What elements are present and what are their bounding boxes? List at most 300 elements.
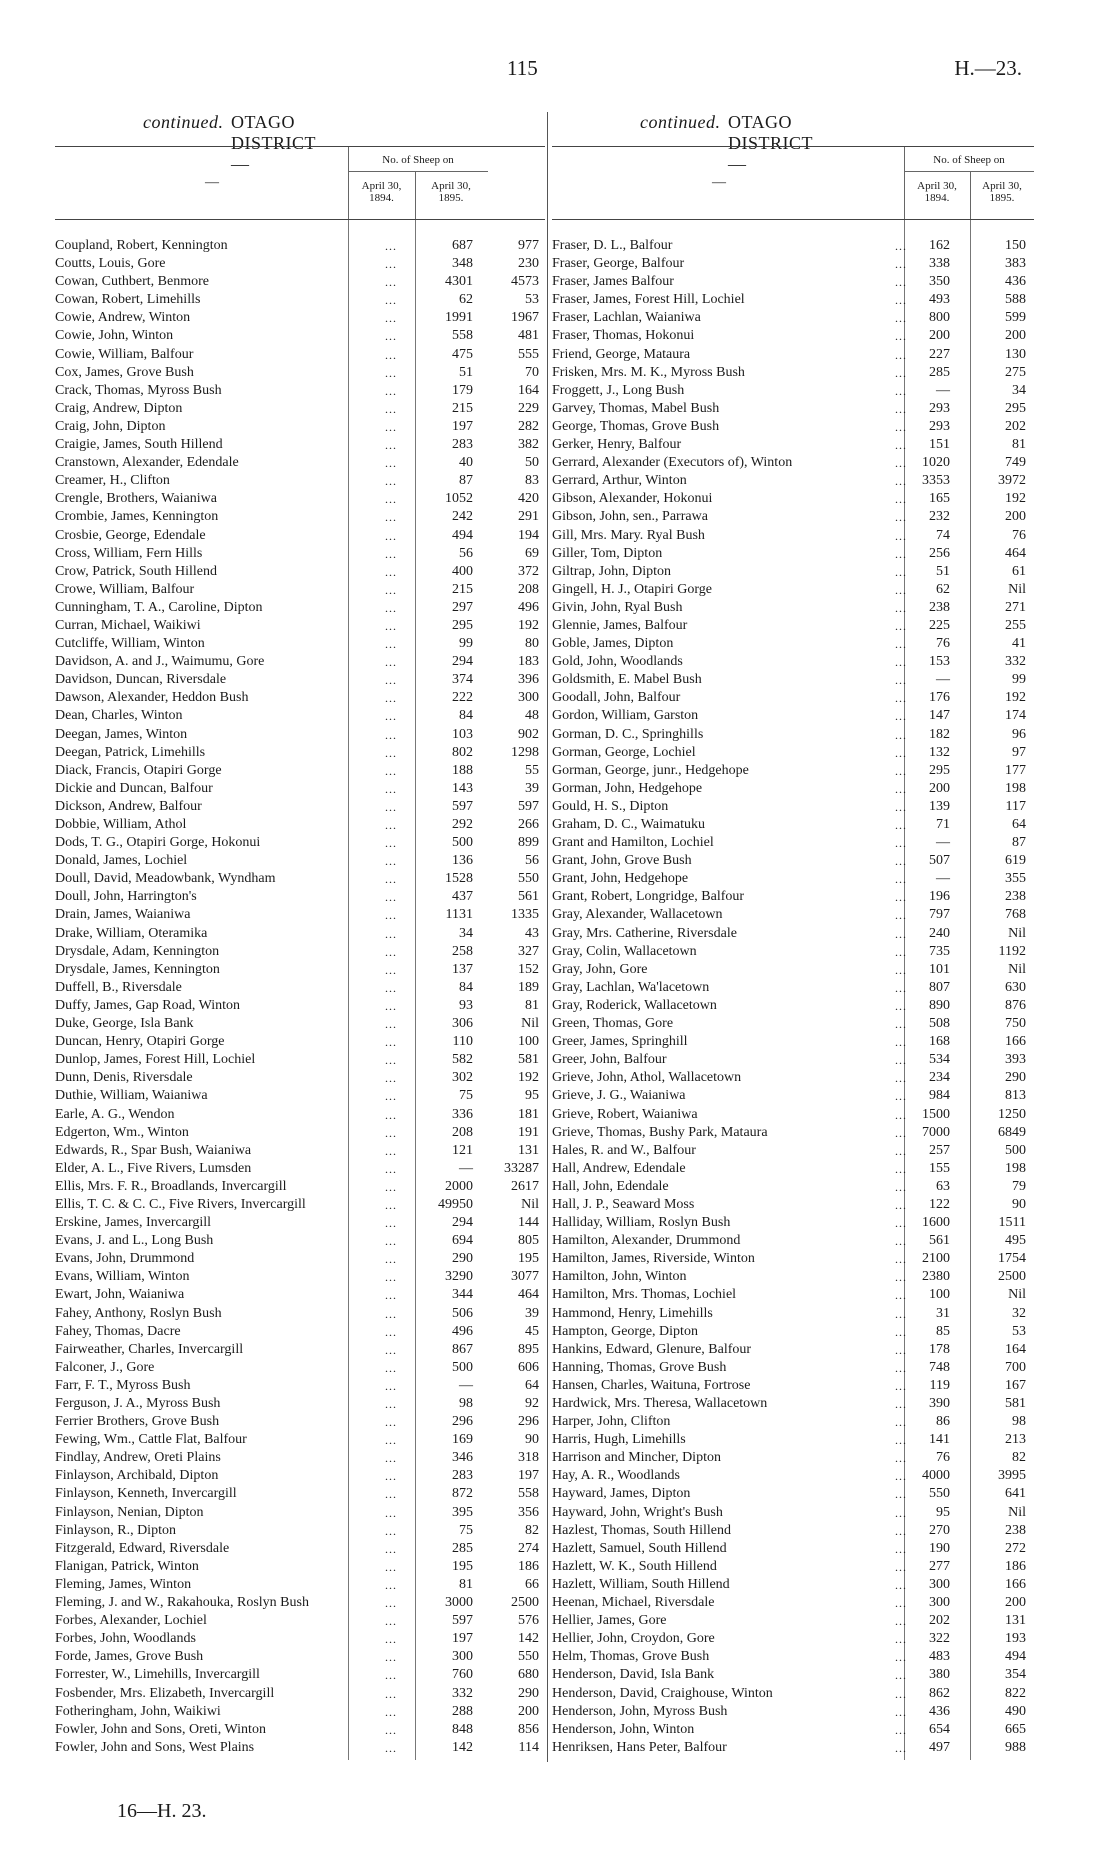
table-row	[55, 1142, 545, 1160]
sheep-1895: 202	[1005, 418, 1026, 434]
sheep-1894: 550	[929, 1486, 950, 1502]
leader-dots: ...	[895, 1125, 907, 1140]
table-row	[552, 1051, 1034, 1069]
right-table-header	[552, 146, 1034, 220]
owner-name: Cowie, John, Winton	[55, 328, 174, 344]
leader-dots: ...	[385, 655, 397, 670]
leader-dots: ...	[895, 962, 907, 977]
sheep-1895: 238	[1005, 889, 1026, 905]
sheep-1894: 258	[452, 943, 473, 959]
table-row	[55, 816, 545, 834]
owner-name: Cranstown, Alexander, Edendale	[55, 455, 239, 471]
sheep-1895: 856	[518, 1721, 539, 1737]
leader-dots: ...	[385, 275, 397, 290]
sheep-1894: 85	[936, 1323, 950, 1339]
sheep-1894: 200	[929, 780, 950, 796]
leader-dots: ...	[385, 1415, 397, 1430]
sheep-1894: 195	[452, 1558, 473, 1574]
leader-dots: ...	[895, 293, 907, 308]
sheep-1895: 749	[1005, 455, 1026, 471]
sheep-1895: 420	[518, 491, 539, 507]
owner-name: Duthie, William, Waianiwa	[55, 1088, 208, 1104]
sheep-1894: 63	[936, 1178, 950, 1194]
sheep-1895: 189	[518, 979, 539, 995]
sheep-1895: Nil	[1008, 961, 1026, 977]
leader-dots: ...	[895, 799, 907, 814]
owner-name: Finlayson, Kenneth, Invercargill	[55, 1486, 237, 1502]
owner-name: Fleming, J. and W., Rakahouka, Roslyn Bush	[55, 1595, 309, 1611]
table-row	[55, 961, 545, 979]
leader-dots: ...	[385, 818, 397, 832]
owner-name: Henderson, David, Isla Bank	[552, 1667, 715, 1683]
sheep-1895: 296	[518, 1414, 539, 1430]
sheep-1895: 39	[525, 780, 539, 796]
owner-name: Graham, D. C., Waimatuku	[552, 817, 705, 832]
sheep-1894: 49950	[438, 1196, 473, 1212]
sheep-1895: 813	[1005, 1088, 1026, 1104]
owner-name: Grieve, J. G., Waianiwa	[552, 1088, 686, 1104]
leader-dots: ...	[895, 1487, 907, 1502]
column-divider	[547, 112, 548, 1762]
owner-name: Finlayson, R., Dipton	[55, 1522, 176, 1538]
owner-name: Goodall, John, Balfour	[552, 690, 681, 706]
owner-name: Gibson, Alexander, Hokonui	[552, 491, 713, 507]
owner-name: Cowie, William, Balfour	[55, 346, 194, 362]
owner-name: Fowler, John and Sons, Oreti, Winton	[55, 1721, 266, 1737]
sheep-1895: 619	[1005, 853, 1026, 869]
sheep-1895: Nil	[521, 1016, 539, 1032]
owner-name: Ferrier Brothers, Grove Bush	[55, 1414, 220, 1430]
sheep-1895: 186	[518, 1558, 539, 1574]
leader-dots: ...	[895, 818, 907, 832]
owner-name: Evans, William, Winton	[55, 1269, 190, 1285]
sheep-1894: 51	[459, 364, 473, 380]
sheep-1894: 153	[929, 654, 950, 670]
left-table-header	[55, 146, 545, 220]
table-row	[552, 418, 1034, 436]
leader-dots: ...	[385, 637, 397, 652]
sheep-1894: 890	[929, 997, 950, 1013]
right-header-date-1895	[971, 180, 1033, 204]
owner-name: Helm, Thomas, Grove Bush	[552, 1649, 710, 1665]
leader-dots: ...	[385, 347, 397, 362]
leader-dots: ...	[385, 1469, 397, 1484]
table-row	[552, 1721, 1034, 1739]
leader-dots: ...	[385, 1053, 397, 1068]
table-row	[552, 1142, 1034, 1160]
sheep-1895: 192	[1005, 690, 1026, 706]
leader-dots: ...	[385, 1035, 397, 1050]
sheep-1895: 282	[518, 418, 539, 434]
sheep-1895: 805	[518, 1233, 539, 1249]
sheep-1895: 274	[518, 1540, 539, 1556]
sheep-1894: 1528	[445, 871, 473, 887]
sheep-1895: 98	[1012, 1414, 1026, 1430]
owner-name: Edgerton, Wm., Winton	[55, 1124, 189, 1140]
left-date2-l1: April 30,	[431, 180, 471, 192]
table-row	[55, 400, 545, 418]
table-row	[552, 852, 1034, 870]
sheep-1894: 147	[929, 708, 950, 724]
owner-name: Harper, John, Clifton	[552, 1414, 671, 1430]
sheep-1894: 1052	[445, 491, 473, 507]
table-row	[55, 744, 545, 762]
sheep-1895: 117	[1005, 798, 1026, 814]
owner-name: Hayward, James, Dipton	[552, 1486, 691, 1502]
table-row	[55, 1413, 545, 1431]
sheep-1894: 86	[936, 1414, 950, 1430]
sheep-1894: 285	[452, 1540, 473, 1556]
sheep-1894: 178	[929, 1341, 950, 1357]
owner-name: Deegan, James, Winton	[55, 726, 188, 742]
sheep-1895: 382	[518, 437, 539, 453]
table-row	[552, 1703, 1034, 1721]
sheep-1895: 130	[1005, 346, 1026, 362]
sheep-1894: 176	[929, 690, 950, 706]
sheep-1894: 256	[929, 545, 950, 561]
owner-name: Gerrard, Alexander (Executors of), Winton	[552, 455, 793, 471]
owner-name: Grant, John, Hedgehope	[552, 871, 689, 887]
table-row	[55, 327, 545, 345]
table-row	[55, 472, 545, 490]
owner-name: George, Thomas, Grove Bush	[552, 418, 720, 434]
leader-dots: ...	[895, 329, 907, 344]
owner-name: Forbes, John, Woodlands	[55, 1631, 196, 1647]
table-row	[552, 925, 1034, 943]
owner-name: Fraser, James Balfour	[552, 274, 674, 290]
leader-dots: ...	[385, 438, 397, 453]
leader-dots: ...	[385, 1632, 397, 1647]
sheep-1895: 131	[1005, 1613, 1026, 1629]
sheep-1894: 188	[452, 762, 473, 778]
leader-dots: ...	[895, 673, 907, 688]
sheep-1895: 90	[1012, 1196, 1026, 1212]
leader-dots: ...	[895, 980, 907, 995]
sheep-1894: 494	[452, 527, 473, 543]
leader-dots: ...	[895, 347, 907, 362]
leader-dots: ...	[895, 438, 907, 453]
sheep-1895: 39	[525, 1305, 539, 1321]
sheep-1894: 534	[929, 1052, 950, 1068]
sheep-1895: 665	[1005, 1721, 1026, 1737]
leader-dots: ...	[895, 1071, 907, 1086]
leader-dots: ...	[895, 926, 907, 941]
leader-dots: ...	[895, 492, 907, 507]
leader-dots: ...	[895, 1053, 907, 1068]
table-row	[55, 364, 545, 382]
table-row	[552, 291, 1034, 309]
table-row	[55, 1431, 545, 1449]
table-row	[55, 1106, 545, 1124]
leader-dots: ...	[385, 239, 397, 253]
owner-name: Craig, Andrew, Dipton	[55, 400, 183, 416]
table-row	[552, 870, 1034, 888]
sheep-1894: 1500	[922, 1106, 950, 1122]
sheep-1894: 137	[452, 961, 473, 977]
table-row	[552, 1522, 1034, 1540]
owner-name: Fahey, Thomas, Dacre	[55, 1323, 181, 1339]
sheep-1895: 630	[1005, 979, 1026, 995]
sheep-1895: 1335	[511, 907, 539, 923]
owner-name: Gold, John, Woodlands	[552, 654, 683, 670]
table-row	[552, 617, 1034, 635]
sheep-1894: 288	[452, 1703, 473, 1719]
sheep-1894: 238	[929, 599, 950, 615]
owner-name: Gray, John, Gore	[552, 961, 648, 977]
sheep-1894: 475	[452, 346, 473, 362]
owner-name: Hamilton, John, Winton	[552, 1269, 687, 1285]
sheep-1894: 497	[929, 1739, 950, 1755]
leader-dots: ...	[895, 872, 907, 887]
sheep-1894: 179	[452, 382, 473, 398]
sheep-1894: 3000	[445, 1595, 473, 1611]
sheep-1894: 2000	[445, 1178, 473, 1194]
leader-dots: ...	[385, 365, 397, 380]
sheep-1894: 242	[452, 509, 473, 525]
table-row	[55, 762, 545, 780]
owner-name: Fairweather, Charles, Invercargill	[55, 1341, 244, 1357]
sheep-1895: 597	[518, 798, 539, 814]
leader-dots: ...	[385, 872, 397, 887]
owner-name: Cowan, Robert, Limehills	[55, 292, 201, 308]
owner-name: Drain, James, Waianiwa	[55, 907, 191, 923]
sheep-1894: 132	[929, 744, 950, 760]
sheep-1894: 302	[452, 1070, 473, 1086]
owner-name: Froggett, J., Long Bush	[552, 382, 685, 398]
table-row	[552, 1540, 1034, 1558]
leader-dots: ...	[895, 1740, 907, 1755]
sheep-1894: 136	[452, 853, 473, 869]
sheep-1895: 768	[1005, 907, 1026, 923]
sheep-1894: 293	[929, 400, 950, 416]
sheep-1894: —	[459, 1377, 473, 1393]
sheep-1894: 283	[452, 437, 473, 453]
owner-name: Heenan, Michael, Riversdale	[552, 1595, 715, 1611]
owner-name: Duke, George, Isla Bank	[55, 1016, 194, 1032]
sheep-1894: 3290	[445, 1269, 473, 1285]
owner-name: Deegan, Patrick, Limehills	[55, 744, 206, 760]
leader-dots: ...	[385, 1089, 397, 1104]
table-row	[552, 1250, 1034, 1268]
sheep-1895: 53	[1012, 1323, 1026, 1339]
table-row	[552, 346, 1034, 364]
owner-name: Hamilton, Mrs. Thomas, Lochiel	[552, 1287, 737, 1303]
sheep-1895: 83	[525, 473, 539, 489]
sheep-1894: 168	[929, 1034, 950, 1050]
owner-name: Harrison and Mincher, Dipton	[552, 1450, 721, 1466]
sheep-1895: 95	[525, 1088, 539, 1104]
sheep-1894: 240	[929, 925, 950, 941]
sheep-1894: 1600	[922, 1215, 950, 1231]
owner-name: Dunn, Denis, Riversdale	[55, 1070, 193, 1086]
table-row	[552, 1160, 1034, 1178]
table-row	[552, 744, 1034, 762]
sheep-1895: 495	[1005, 1233, 1026, 1249]
sheep-1895: 70	[525, 364, 539, 380]
table-row	[55, 906, 545, 924]
left-header-date-1895	[416, 180, 486, 204]
owner-name: Finlayson, Nenian, Dipton	[55, 1504, 204, 1520]
owner-name: Crosbie, George, Edendale	[55, 527, 206, 543]
sheep-1894: 984	[929, 1088, 950, 1104]
owner-name: Henderson, John, Myross Bush	[552, 1703, 728, 1719]
table-row	[55, 1305, 545, 1323]
owner-name: Drake, William, Oteramika	[55, 925, 208, 941]
leader-dots: ...	[895, 908, 907, 923]
sheep-1894: 500	[452, 835, 473, 851]
right-header-sheep-on: No. of Sheep on	[933, 154, 1005, 166]
sheep-1895: 198	[1005, 780, 1026, 796]
table-row	[55, 1160, 545, 1178]
sheep-1895: 464	[518, 1287, 539, 1303]
leader-dots: ...	[895, 836, 907, 851]
table-row	[55, 418, 545, 436]
right-date1-l2: 1894.	[924, 192, 950, 204]
sheep-1895: 96	[1012, 726, 1026, 742]
leader-dots: ...	[895, 1324, 907, 1339]
sheep-1895: 561	[518, 889, 539, 905]
sheep-1894: 99	[459, 636, 473, 652]
leader-dots: ...	[385, 1722, 397, 1737]
table-row	[552, 1558, 1034, 1576]
leader-dots: ...	[895, 854, 907, 869]
owner-name: Fraser, James, Forest Hill, Lochiel	[552, 292, 745, 308]
sheep-1894: 506	[452, 1305, 473, 1321]
owner-name: Farr, F. T., Myross Bush	[55, 1377, 191, 1393]
sheep-1895: 318	[518, 1450, 539, 1466]
sheep-1894: 200	[929, 328, 950, 344]
owner-name: Crengle, Brothers, Waianiwa	[55, 491, 217, 507]
leader-dots: ...	[385, 890, 397, 905]
sheep-1895: 599	[1005, 310, 1026, 326]
owner-name: Greer, John, Balfour	[552, 1052, 667, 1068]
sheep-1894: 597	[452, 1613, 473, 1629]
owner-name: Duncan, Henry, Otapiri Gorge	[55, 1034, 225, 1050]
owner-name: Hamilton, Alexander, Drummond	[552, 1233, 741, 1249]
owner-name: Giller, Tom, Dipton	[552, 545, 663, 561]
table-row	[55, 1703, 545, 1721]
sheep-1894: —	[936, 382, 950, 398]
owner-name: Fowler, John and Sons, West Plains	[55, 1739, 255, 1755]
table-row	[55, 490, 545, 508]
sheep-1894: 208	[452, 1124, 473, 1140]
leader-dots: ...	[895, 1451, 907, 1466]
sheep-1895: 80	[525, 636, 539, 652]
owner-name: Hayward, John, Wright's Bush	[552, 1504, 723, 1520]
leader-dots: ...	[385, 1234, 397, 1249]
owner-name: Dunlop, James, Forest Hill, Lochiel	[55, 1052, 256, 1068]
sheep-1894: 93	[459, 997, 473, 1013]
sheep-1894: 437	[452, 889, 473, 905]
sheep-1894: 84	[459, 979, 473, 995]
owner-name: Curran, Michael, Waikiwi	[55, 617, 201, 633]
sheep-1895: 496	[518, 599, 539, 615]
table-row	[552, 255, 1034, 273]
owner-name: Hammond, Henry, Limehills	[552, 1305, 713, 1321]
table-row	[552, 382, 1034, 400]
table-row	[55, 707, 545, 725]
left-header-dash: —	[205, 175, 219, 190]
sheep-1894: 225	[929, 617, 950, 633]
owner-name: Fitzgerald, Edward, Riversdale	[55, 1540, 230, 1556]
sheep-1895: 200	[518, 1703, 539, 1719]
leader-dots: ...	[895, 1216, 907, 1231]
sheep-1895: 899	[518, 835, 539, 851]
table-row	[552, 997, 1034, 1015]
owner-name: Fraser, Thomas, Hokonui	[552, 328, 695, 344]
leader-dots: ...	[895, 1650, 907, 1665]
table-row	[552, 545, 1034, 563]
table-row	[55, 563, 545, 581]
table-row	[55, 1359, 545, 1377]
leader-dots: ...	[385, 745, 397, 760]
table-row	[552, 1467, 1034, 1485]
table-row	[55, 1576, 545, 1594]
sheep-1894: 141	[929, 1432, 950, 1448]
right-title-text: OTAGO DISTRICT—	[728, 112, 813, 174]
sheep-1895: 82	[525, 1522, 539, 1538]
leader-dots: ...	[895, 1722, 907, 1737]
sheep-1895: 295	[1005, 400, 1026, 416]
sheep-1894: 56	[459, 545, 473, 561]
table-row	[552, 527, 1034, 545]
owner-name: Gorman, John, Hedgehope	[552, 780, 703, 796]
leader-dots: ...	[895, 1415, 907, 1430]
sheep-1894: 802	[452, 744, 473, 760]
sheep-1895: 82	[1012, 1450, 1026, 1466]
sheep-1894: 346	[452, 1450, 473, 1466]
leader-dots: ...	[895, 1541, 907, 1556]
right-title-italic: continued.	[640, 112, 721, 132]
sheep-1895: 197	[518, 1468, 539, 1484]
sheep-1895: 191	[518, 1124, 539, 1140]
owner-name: Gibson, John, sen., Parrawa	[552, 509, 708, 525]
sheep-1894: 34	[459, 925, 473, 941]
leader-dots: ...	[895, 1179, 907, 1194]
sheep-1894: 1131	[445, 907, 473, 923]
leader-dots: ...	[895, 600, 907, 615]
owner-name: Gould, H. S., Dipton	[552, 798, 669, 814]
sheep-1894: 139	[929, 798, 950, 814]
leader-dots: ...	[385, 1650, 397, 1665]
leader-dots: ...	[385, 1740, 397, 1755]
sheep-1894: 76	[936, 1450, 950, 1466]
leader-dots: ...	[895, 257, 907, 272]
sheep-1895: 1298	[511, 744, 539, 760]
leader-dots: ...	[895, 1469, 907, 1484]
table-row	[55, 1232, 545, 1250]
leader-dots: ...	[895, 456, 907, 471]
table-row	[552, 906, 1034, 924]
sheep-1894: 2380	[922, 1269, 950, 1285]
table-row	[552, 1485, 1034, 1503]
leader-dots: ...	[385, 1071, 397, 1086]
sheep-1895: 186	[1005, 1558, 1026, 1574]
owner-name: Gordon, William, Garston	[552, 708, 699, 724]
sheep-1895: 272	[1005, 1540, 1026, 1556]
sheep-1894: 797	[929, 907, 950, 923]
table-row	[55, 527, 545, 545]
table-row	[552, 726, 1034, 744]
table-row	[552, 490, 1034, 508]
leader-dots: ...	[895, 1505, 907, 1520]
owner-name: Dickson, Andrew, Balfour	[55, 798, 202, 814]
leader-dots: ...	[895, 1035, 907, 1050]
table-row	[552, 273, 1034, 291]
owner-name: Davidson, A. and J., Waimumu, Gore	[55, 654, 265, 670]
sheep-1895: 494	[1005, 1649, 1026, 1665]
sheep-1895: 977	[518, 238, 539, 253]
